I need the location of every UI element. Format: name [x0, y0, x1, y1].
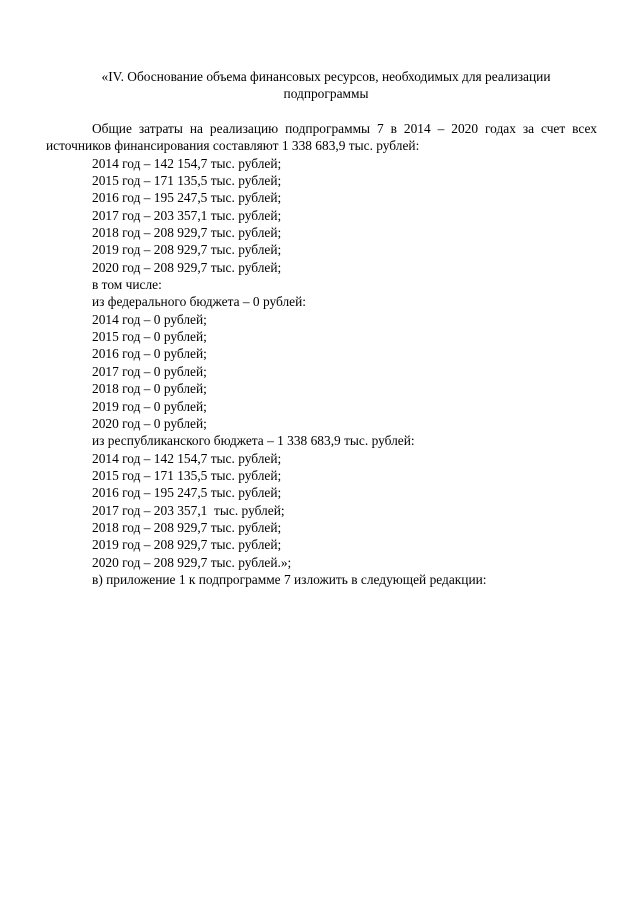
heading-line-2: подпрограммы: [283, 86, 369, 102]
funding-line: 2019 год – 208 929,7 тыс. рублей;: [92, 242, 282, 258]
intro-paragraph: Общие затраты на реализацию подпрограммы 7 в 2014 – 2020 годах за счет всех источников финансирования составляют 1 338 683,9 тыс. рублей:: [46, 121, 597, 154]
funding-line: 2014 год – 142 154,7 тыс. рублей;: [92, 450, 282, 466]
funding-line: 2017 год – 203 357,1 тыс. рублей;: [92, 502, 285, 518]
funding-line: 2018 год – 0 рублей;: [92, 381, 207, 397]
funding-line: 2014 год – 0 рублей;: [92, 311, 207, 327]
funding-line: 2017 год – 203 357,1 тыс. рублей;: [92, 207, 282, 223]
funding-line: 2014 год – 142 154,7 тыс. рублей;: [92, 155, 282, 171]
funding-line: 2020 год – 208 929,7 тыс. рублей.»;: [92, 554, 292, 570]
funding-line: в) приложение 1 к подпрограмме 7 изложить в следующей редакции:: [92, 571, 487, 587]
funding-line: 2016 год – 0 рублей;: [92, 346, 207, 362]
funding-line: 2015 год – 0 рублей;: [92, 329, 207, 345]
funding-line: 2016 год – 195 247,5 тыс. рублей;: [92, 190, 282, 206]
funding-line: 2020 год – 0 рублей;: [92, 415, 207, 431]
funding-line: 2015 год – 171 135,5 тыс. рублей;: [92, 467, 282, 483]
funding-line: 2019 год – 208 929,7 тыс. рублей;: [92, 537, 282, 553]
funding-line: 2016 год – 195 247,5 тыс. рублей;: [92, 485, 282, 501]
heading-line-1: «IV. Обоснование объема финансовых ресурсов, необходимых для реализации: [101, 69, 551, 84]
funding-line: 2018 год – 208 929,7 тыс. рублей;: [92, 519, 282, 535]
funding-line: 2019 год – 0 рублей;: [92, 398, 207, 414]
funding-line: 2018 год – 208 929,7 тыс. рублей;: [92, 225, 282, 241]
funding-line: 2020 год – 208 929,7 тыс. рублей;: [92, 259, 282, 275]
funding-line: в том числе:: [92, 277, 162, 293]
funding-line: из федерального бюджета – 0 рублей:: [92, 294, 307, 310]
funding-line: 2017 год – 0 рублей;: [92, 363, 207, 379]
funding-line: из республиканского бюджета – 1 338 683,9 тыс. рублей:: [92, 433, 415, 449]
document-body: [46, 120, 597, 588]
funding-line: 2015 год – 171 135,5 тыс. рублей;: [92, 173, 282, 189]
section-heading: [46, 68, 606, 103]
funding-list: [46, 155, 597, 589]
